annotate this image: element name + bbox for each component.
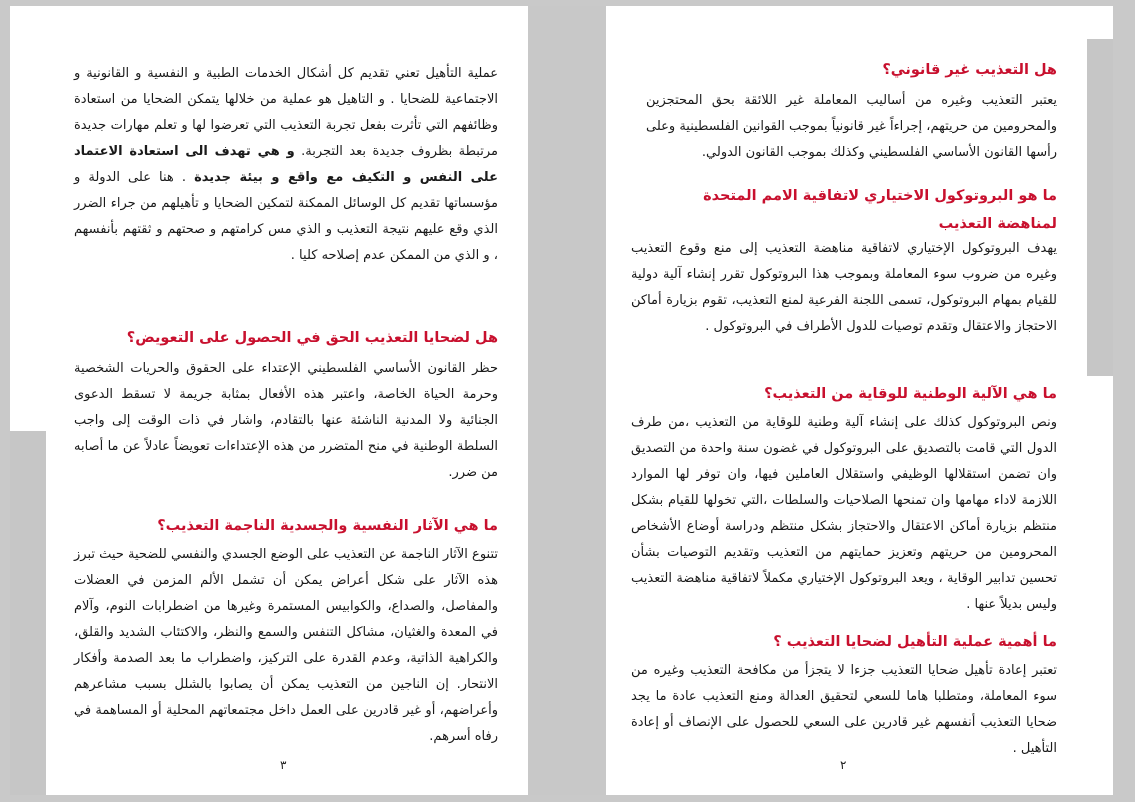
page-number: ٢ — [840, 758, 847, 772]
section-heading-rehabilitation: ما أهمية عملية التأهيل لضحايا التعذيب ؟ — [773, 634, 1057, 650]
section-body-rehabilitation: تعتبر إعادة تأهيل ضحايا التعذيب جزءا لا يتجزأ من مكافحة التعذيب وغيره من سوء المعاملة، ومتطلبا هاما للسعي لتحقيق العدالة ومنع التعذيب عادة ما يجد ضحايا التعذيب أنفسهم غير قادرين على السعي للحصول على الإنصاف أو إعادة التأهيل . — [631, 663, 1057, 756]
page-3 — [10, 6, 528, 795]
intro-text-continued: . هنا على الدولة و مؤسساتها تقديم كل الوسائل الممكنة لتمكين الضحايا و تأهيلهم من جراء الضرر الذي وقع عليهم نتيجة التعذيب و الذي مس كرامتهم و صحتهم و ثقتهم بأنفسهم ، و الذي من الممكن عدم إصلاحه كليا . — [74, 170, 498, 263]
section-body-illegal: يعتبر التعذيب وغيره من أساليب المعاملة غير اللائقة بحق المحتجزين والمحرومين من حريتهم، إجراءاً غير قانونياً بموجب القوانين الفلسطينية وعلى رأسها القانون الأساسي الفلسطيني وكذلك بموجب القانون الدولي. — [646, 93, 1057, 160]
section-body-optional-protocol: يهدف البروتوكول الإختياري لاتفاقية مناهضة التعذيب إلى منع وقوع التعذيب وغيره من ضروب سوء المعاملة وبموجب هذا البروتوكول تقرر إنشاء آلية دولية للقيام بمهام البروتوكول، تسمى اللجنة الفرعية لمنع التعذيب، تقوم بزيارة أماكن الاحتجاز والاعتقال وتقدم توصيات للدول الأطراف في البروتوكول . — [631, 241, 1057, 334]
page-edge-tab — [1087, 39, 1113, 376]
section-heading-optional-protocol: ما هو البروتوكول الاختياري لاتفاقية الامم المتحدة لمناهضة التعذيب — [703, 188, 1057, 232]
section-heading-compensation: هل لضحايا التعذيب الحق في الحصول على التعويض؟ — [126, 330, 498, 346]
page-edge-tab — [10, 431, 46, 795]
page-2 — [606, 6, 1113, 795]
section-body-effects: تتنوع الآثار الناجمة عن التعذيب على الوضع الجسدي والنفسي للضحية حيث تبرز هذه الآثار على شكل أعراض يمكن أن تشمل الألم المزمن في العضلات والمفاصل، والصداع، والكوابيس المستمرة وغيرها من اضطرابات النوم، وآلام في المعدة والغثيان، مشاكل التنفس والسمع والنظر، والاكتئاب الشديد والقلق، والكراهية الذاتية، وعدم القدرة على التركيز، واضطراب ما بعد الصدمة وأفكار الانتحار. إن الناجين من التعذيب يمكن أن يصابوا بالشلل بسبب مشاعرهم وأعراضهم، أو غير قادرين على العمل داخل مجتمعاتهم المحلية أو المساهمة في رفاه أسرهم. — [74, 547, 498, 744]
intro-text: عملية التأهيل تعني تقديم كل أشكال الخدمات الطبية و النفسية و القانونية و الاجتماعية للضحايا . و التاهيل هو عملية من خلالها يتمكن الضحايا من استعادة وظائفهم التي تأثرت بفعل تجربة التعذيب التي تعرضوا لها و تعلم مهارات جديدة مرتبطة بظروف جديدة بعد التجربة. — [74, 66, 498, 159]
section-heading-illegal: هل التعذيب غير قانوني؟ — [882, 62, 1057, 78]
section-body-national-mechanism: ونص البروتوكول كذلك على إنشاء آلية وطنية للوقاية من التعذيب ،من طرف الدول التي قامت بالتصديق على البروتوكول في غضون سنة واحدة من التصديق وان تضمن استقلالها الوظيفي واستقلال العاملين فيها، وان توفر لها الموارد اللازمة لاداء مهامها وان تمنحها الصلاحيات والسلطات ،التي تخولها للقيام بشكل منتظم بزيارة أماكن الاعتقال والاحتجاز بشكل منتظم ودراسة أوضاع الأشخاص المحرومين من حريتهم وتعزيز حمايتهم من التعذيب وتقديم التوصيات بشأن تحسين تدابير الوقاية ، ويعد البروتوكول الإختياري مكملاً لاتفاقية مناهضة التعذيب وليس بديلاً عنها . — [631, 415, 1057, 612]
section-heading-national-mechanism: ما هي الآلية الوطنية للوقاية من التعذيب؟ — [764, 386, 1057, 402]
rehabilitation-definition-paragraph — [74, 61, 498, 269]
section-body-compensation: حظر القانون الأساسي الفلسطيني الإعتداء على الحقوق والحريات الشخصية وحرمة الحياة الخاصة، واعتبر هذه الأفعال بمثابة جريمة لا تسقط الدعوى الجنائية ولا المدنية الناشئة عنها بالتقادم، واشار في ذات الوقت إلى واجب السلطة الوطنية في منح المتضرر من هذه الإعتداءات تعويضاً عادلاً عن ما أصابه من ضرر. — [74, 361, 498, 480]
section-heading-effects: ما هي الآثار النفسية والجسدية الناجمة التعذيب؟ — [157, 518, 498, 534]
page-gutter — [528, 6, 606, 795]
intro-bold-text: و هي تهدف الى استعادة الاعتماد على النفس و التكيف مع واقع و بيئة جديدة — [74, 144, 498, 185]
page-number: ٣ — [280, 758, 287, 772]
